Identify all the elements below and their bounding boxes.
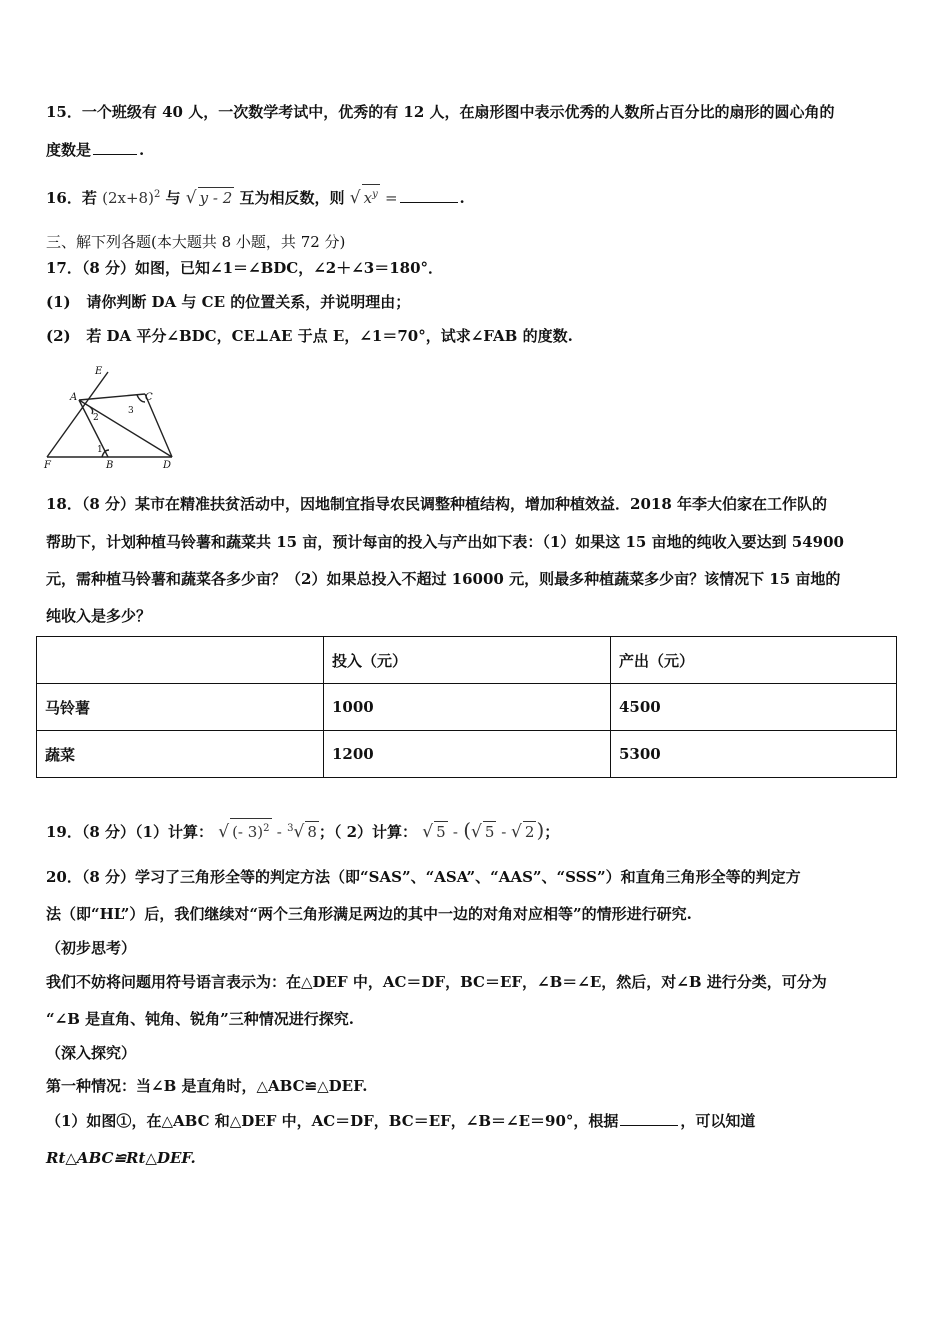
fig-label-d: D (163, 460, 172, 471)
q18-line4: 纯收入是多少？ (46, 607, 152, 625)
q19-sep: ；（ 2）计算： (318, 823, 418, 841)
q16-sqrt1: √ y - 2 (185, 188, 233, 208)
q19-end: ； (544, 823, 560, 841)
q15-line2: 度数是 . (46, 141, 145, 159)
section-3-title: 三、解下列各题(本大题共 8 小题，共 72 分) (46, 233, 346, 251)
q19-minus2: - (452, 823, 458, 841)
q20-line7: Rt△ABC≌Rt△DEF. (46, 1149, 196, 1167)
q20-line6-tail: ，可以知道 (680, 1112, 756, 1130)
q15-line2-text: 度数是 (46, 141, 92, 159)
fig-label-a: A (70, 392, 78, 403)
fig-label-b: B (106, 460, 114, 471)
q17-part1 (46, 292, 410, 312)
q19-paren-group: (√ 5 - √ 2 ) (463, 818, 545, 842)
fig-label-1: 1 (97, 445, 103, 455)
q19-part1-label: （1）计算： (135, 823, 213, 841)
q20-answer-blank (620, 1111, 678, 1126)
fig-label-3: 3 (128, 406, 134, 416)
fig-angle-c-arc (137, 395, 145, 402)
q20-line4: “∠B 是直角、钝角、锐角”三种情况进行探究. (46, 1010, 354, 1028)
q18-table (36, 636, 897, 778)
q16-sqrt2: √ $x^y$ (350, 189, 380, 207)
table-cell: 蔬菜 (37, 731, 324, 778)
q17-part2-text: 若 DA 平分∠BDC，CE⊥AE 于点 E，∠1＝70°，试求∠FAB 的度数. (86, 327, 573, 345)
fig-label-c: C (145, 392, 153, 403)
q18-line3: 元，需种植马铃薯和蔬菜各多少亩？（2）如果总投入不超过 16000 元，则最多种植蔬菜多少亩？该情况下 15 亩地的 (46, 570, 841, 588)
fig-label-2: 2 (93, 413, 99, 423)
q20-sub-deep: （深入探究） (46, 1044, 137, 1062)
table-header-cell: 投入（元） (324, 637, 611, 684)
table-header-cell: 产出（元） (611, 637, 897, 684)
table-row (37, 731, 897, 778)
q16-prefix: 16．若 (46, 189, 97, 207)
table-cell: 5300 (611, 731, 897, 778)
fig-label-f: F (44, 460, 51, 471)
fig-label-e: E (95, 366, 103, 377)
q19-line (46, 818, 559, 842)
q18-line1: 18．（8 分）某市在精准扶贫活动中，因地制宜指导农民调整种植结构，增加种植效益．2018 年李大伯家在工作队的 (46, 495, 828, 513)
table-header-cell (37, 637, 324, 684)
q19-minus1: - (276, 823, 282, 841)
q20-line5: 第一种情况：当∠B 是直角时，△ABC≌△DEF. (46, 1077, 368, 1095)
q20-line3: 我们不妨将问题用符号语言表示为：在△DEF 中，AC＝DF，BC＝EF，∠B＝∠E，然后，对∠B 进行分类，可分为 (46, 973, 827, 991)
q19-radical1: √ (- 3)$^2$ (218, 823, 271, 841)
q18-line2: 帮助下，计划种植马铃薯和蔬菜共 15 亩，预计每亩的投入与产出如下表：（1）如果这 15 亩地的纯收入要达到 54900 (46, 533, 844, 551)
q17-figure (42, 362, 182, 472)
table-cell: 1000 (324, 684, 611, 731)
table-header-row (37, 637, 897, 684)
q20-line6-text: （1）如图①，在△ABC 和△DEF 中，AC＝DF，BC＝EF，∠B＝∠E＝90°，根据 (46, 1112, 619, 1130)
q16-eq: = (384, 189, 398, 207)
q19-prefix: 19．（8 分） (46, 823, 136, 841)
fig-line-cd (145, 394, 172, 457)
q20-line2: 法（即“HL”）后，我们继续对“两个三角形满足两边的其中一边的对角对应相等”的情形进行研究. (46, 905, 692, 923)
table-cell: 4500 (611, 684, 897, 731)
fig-line-ac (79, 394, 145, 400)
q20-sub-initial: （初步思考） (46, 939, 137, 957)
table-cell: 马铃薯 (37, 684, 324, 731)
q20-line6 (46, 1111, 755, 1131)
q16-mid2: 互为相反数，则 (239, 189, 345, 207)
q20-line1: 20．（8 分）学习了三角形全等的判定方法（即“SAS”、“ASA”、“AAS”、“SSS”）和直角三角形全等的判定方 (46, 868, 801, 886)
q17-part2 (46, 326, 573, 346)
q15-answer-blank (93, 140, 137, 155)
q17-part1-label: (1) (46, 293, 71, 311)
q19-radical2: √ 5 (422, 822, 446, 842)
table-row (37, 684, 897, 731)
q17-part1-text: 请你判断 DA 与 CE 的位置关系，并说明理由； (86, 293, 411, 311)
q16-answer-blank (400, 188, 458, 203)
q19-cuberoot: $^3$√ 8 (287, 822, 317, 842)
q16-line: 16．若 $(2x+8)^2$ 与 √ y - 2 互为相反数，则 √ $x^y$ = . (46, 184, 465, 208)
q15-line1: 15．一个班级有 40 人，一次数学考试中，优秀的有 12 人，在扇形图中表示优秀的人数所占百分比的扇形的圆心角的 (46, 103, 835, 121)
q17-stem: 17．（8 分）如图，已知∠1＝∠BDC，∠2＋∠3＝180°． (46, 259, 444, 277)
q16-expr1: $(2x+8)^2$ (102, 189, 161, 207)
q17-part2-label: (2) (46, 327, 71, 345)
table-cell: 1200 (324, 731, 611, 778)
q16-mid: 与 (165, 189, 181, 207)
